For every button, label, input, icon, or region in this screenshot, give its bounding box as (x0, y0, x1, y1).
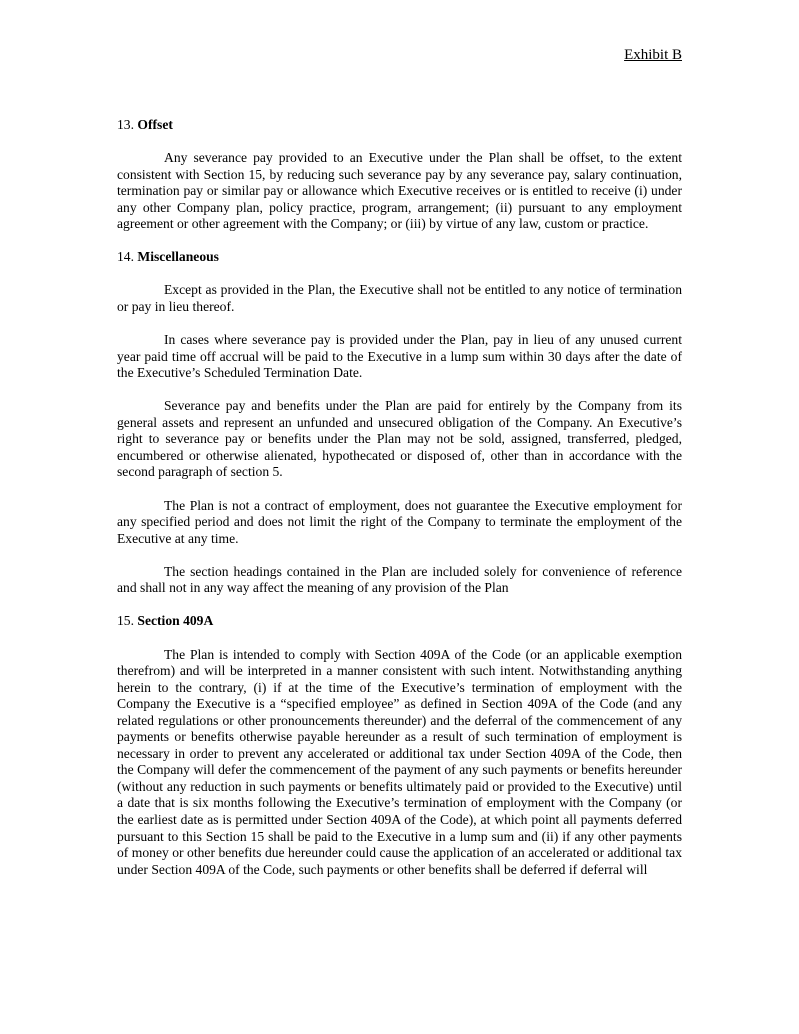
exhibit-label: Exhibit B (624, 47, 682, 63)
section-15-heading (117, 613, 682, 630)
section-title: Miscellaneous (137, 249, 219, 265)
section-14-paragraph-1: Except as provided in the Plan, the Executive shall not be entitled to any notice of termination or pay in lieu thereof. (117, 282, 682, 315)
section-13-heading (117, 117, 682, 134)
section-number: 15. (117, 613, 134, 629)
section-number: 14. (117, 249, 134, 265)
section-14-paragraph-5: The section headings contained in the Plan are included solely for convenience of reference and shall not in any way affect the meaning of any provision of the Plan (117, 563, 682, 596)
section-15-paragraph-1: The Plan is intended to comply with Section 409A of the Code (or an applicable exemption therefrom) and will be interpreted in a manner consistent with such intent. Notwithstanding anything herein to the contrary, (i) if at the time of the Executive’s termination of employment with the Company the Executive is a “specified employee” as defined in Section 409A of the Code (and any related regulations or other pronouncements thereunder) and the deferral of the commencement of any payments or benefits otherwise payable hereunder as a result of such termination of employment is necessary in order to prevent any accelerated or additional tax under Section 409A of the Code, then the Company will defer the commencement of the payment of any such payments or benefits hereunder (without any reduction in such payments or benefits ultimately paid or provided to the Executive) until a date that is six months following the Executive’s termination of employment with the Company (or the earliest date as is permitted under Section 409A of the Code), at which point all payments deferred pursuant to this Section 15 shall be paid to the Executive in a lump sum and (ii) if any other payments of money or other benefits due hereunder could cause the application of an accelerated or additional tax under Section 409A of the Code, such payments or other benefits shall be deferred if deferral will (117, 646, 682, 877)
section-13-paragraph-1: Any severance pay provided to an Executive under the Plan shall be offset, to the extent consistent with Section 15, by reducing such severance pay by any severance pay, salary continuation, termination pay or similar pay or allowance which Executive receives or is entitled to receive (i) under any other Company plan, policy practice, program, arrangement; (ii) pursuant to any employment agreement or other agreement with the Company; or (iii) by virtue of any law, custom or practice. (117, 150, 682, 232)
section-number: 13. (117, 117, 134, 132)
section-title: Offset (137, 117, 173, 132)
document-body (117, 117, 682, 878)
section-14-heading (117, 249, 682, 266)
section-14-paragraph-3: Severance pay and benefits under the Plan are paid for entirely by the Company from its general assets and represent an unfunded and unsecured obligation of the Company. An Executive’s right to severance pay or benefits under the Plan may not be sold, assigned, transferred, pledged, encumbered or otherwise alienated, hypothecated or disposed of, other than in accordance with the second paragraph of section 5. (117, 398, 682, 480)
section-14-paragraph-4: The Plan is not a contract of employment, does not guarantee the Executive employment for any specified period and does not limit the right of the Company to terminate the employment of the Executive at any time. (117, 497, 682, 546)
section-14-paragraph-2: In cases where severance pay is provided under the Plan, pay in lieu of any unused current year paid time off accrual will be paid to the Executive in a lump sum within 30 days after the date of the Executive’s Scheduled Termination Date. (117, 332, 682, 381)
section-title: Section 409A (137, 613, 214, 629)
